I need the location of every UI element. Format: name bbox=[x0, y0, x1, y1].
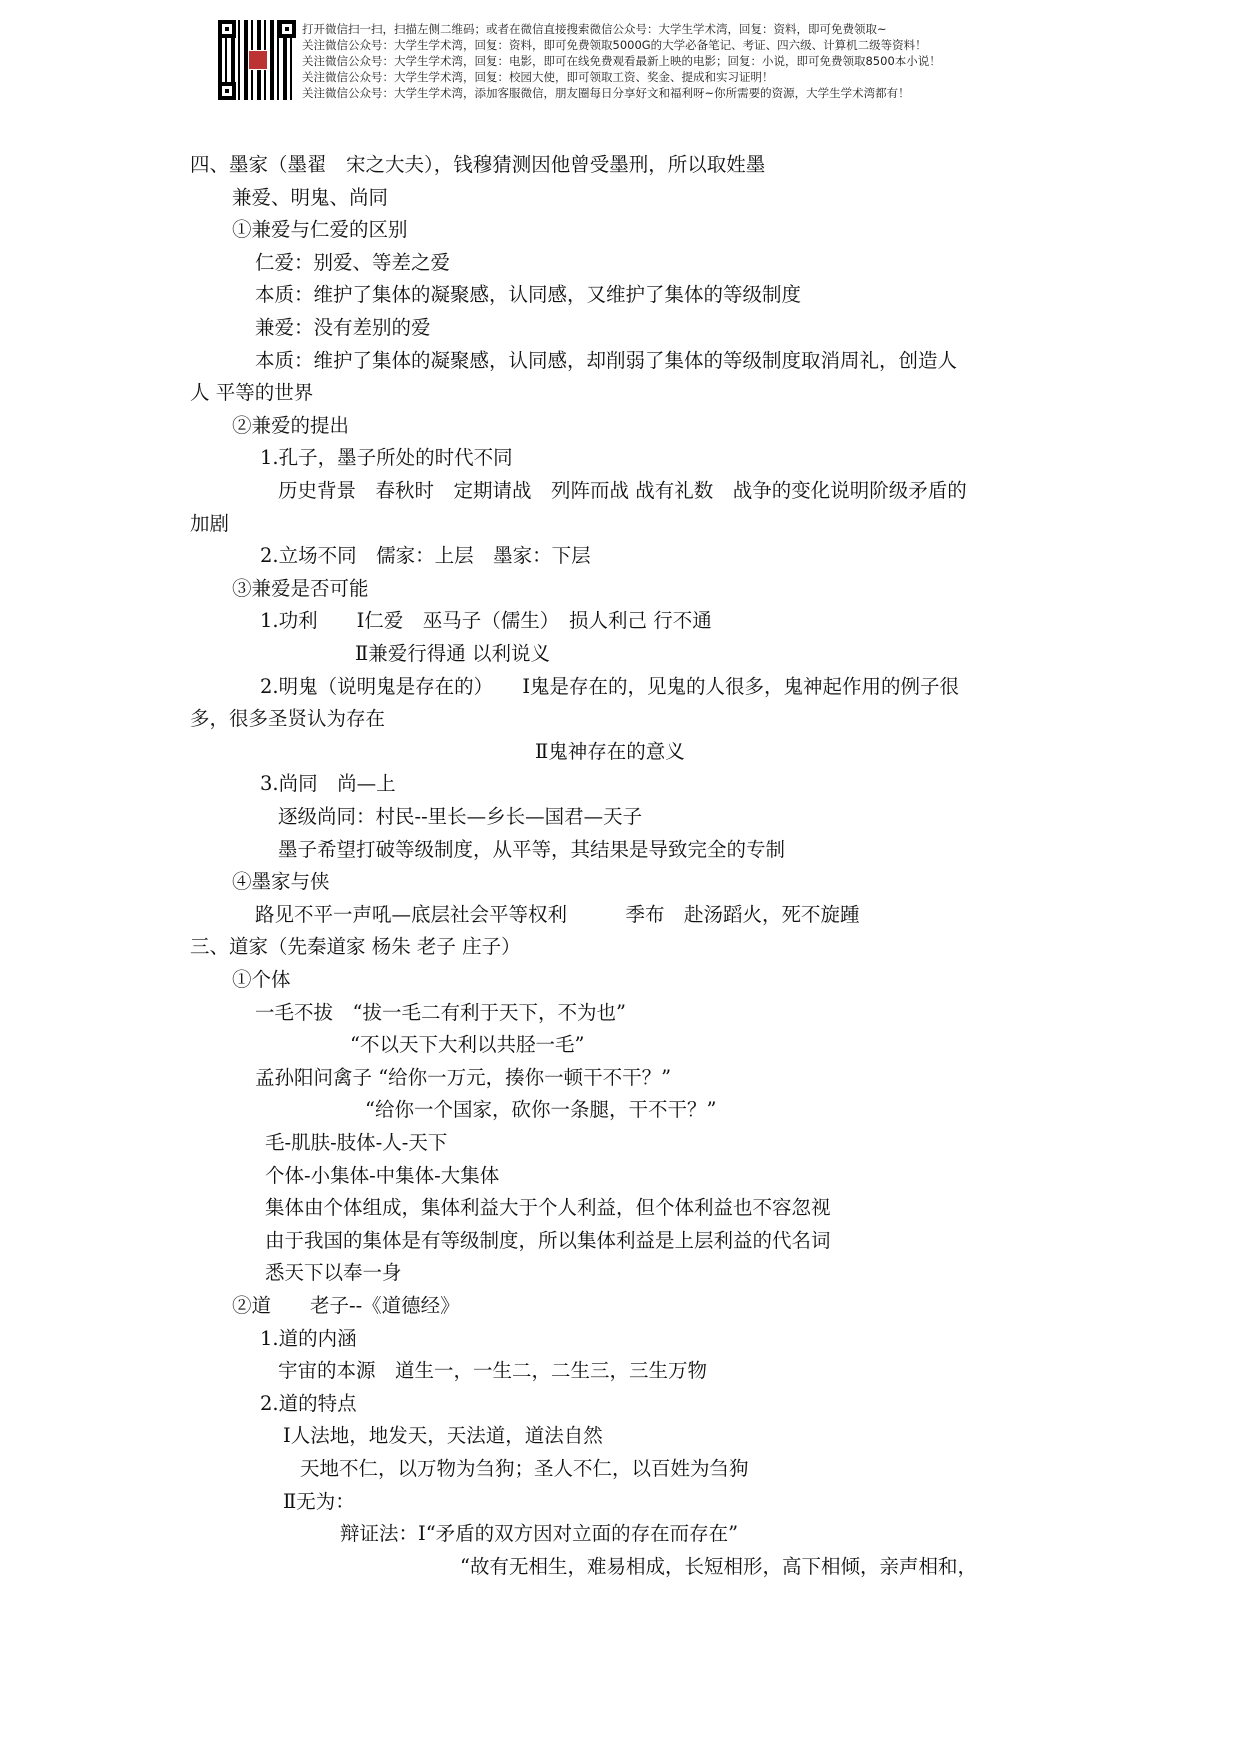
text-line: 毛-肌肤-肢体-人-天下 bbox=[265, 1131, 448, 1154]
text-line: 仁爱：别爱、等差之爱 bbox=[255, 250, 451, 274]
text-line: 三、道家（先秦道家 杨朱 老子 庄子） bbox=[190, 935, 521, 959]
promo-line: 关注微信公众号：大学生学术湾，回复：电影，即可在线免费观看最新上映的电影；回复：小说，即可免费领取8500本小说！ bbox=[302, 54, 941, 68]
text-line: ①兼爱与仁爱的区别 bbox=[232, 218, 408, 242]
promo-line: 关注微信公众号：大学生学术湾，回复：校园大使，即可领取工资、奖金、提成和实习证明！ bbox=[302, 70, 774, 84]
text-line: ②兼爱的提出 bbox=[232, 413, 350, 437]
text-line: “不以天下大利以共胫一毛” bbox=[350, 1033, 585, 1057]
text-line: 本质：维护了集体的凝聚感，认同感，却削弱了集体的等级制度取消周礼，创造人 bbox=[255, 348, 958, 372]
text-line: Ⅱ兼爱行得通 以利说义 bbox=[355, 642, 550, 665]
text-line: 2.立场不同 儒家：上层 墨家：下层 bbox=[260, 544, 591, 568]
text-line: Ⅱ无为： bbox=[283, 1489, 355, 1513]
qr-code-icon bbox=[218, 20, 296, 100]
text-line: ③兼爱是否可能 bbox=[232, 576, 369, 600]
text-line: “给你一个国家，砍你一条腿，干不干？” bbox=[365, 1098, 717, 1122]
text-line: 1.道的内涵 bbox=[260, 1326, 357, 1350]
text-line: 1.功利 Ⅰ仁爱 巫马子（儒生） 损人利己 行不通 bbox=[260, 609, 712, 633]
text-line: 墨子希望打破等级制度，从平等，其结果是导致完全的专制 bbox=[278, 837, 786, 861]
logo-icon bbox=[248, 50, 268, 70]
text-line: 宇宙的本源 道生一，一生二，二生三，三生万物 bbox=[278, 1359, 708, 1383]
text-line: 2.明鬼（说明鬼是存在的） Ⅰ鬼是存在的，见鬼的人很多，鬼神起作用的例子很 bbox=[260, 674, 960, 698]
promo-line: 打开微信扫一扫，扫描左侧二维码；或者在微信直接搜索微信公众号：大学生学术湾，回复：资料，即可免费领取~ bbox=[302, 22, 887, 36]
text-line: 2.道的特点 bbox=[260, 1391, 357, 1415]
text-line: 辩证法：Ⅰ“矛盾的双方因对立面的存在而存在” bbox=[340, 1522, 739, 1546]
text-line: 人 平等的世界 bbox=[190, 381, 314, 405]
text-line: 一毛不拔 “拔一毛二有利于天下，不为也” bbox=[255, 1000, 626, 1024]
text-line: Ⅰ人法地，地发天，天法道，道法自然 bbox=[283, 1424, 603, 1448]
text-line: 天地不仁，以万物为刍狗；圣人不仁，以百姓为刍狗 bbox=[300, 1457, 749, 1480]
text-line: 集体由个体组成，集体利益大于个人利益，但个体利益也不容忽视 bbox=[265, 1196, 831, 1220]
text-line: 多，很多圣贤认为存在 bbox=[190, 707, 386, 731]
text-line: ①个体 bbox=[232, 968, 291, 991]
text-line: 1.孔子，墨子所处的时代不同 bbox=[260, 446, 513, 470]
text-line: 孟孙阳问禽子 “给你一万元，揍你一顿干不干？” bbox=[255, 1065, 672, 1089]
text-line: 个体-小集体-中集体-大集体 bbox=[265, 1163, 500, 1187]
text-line: Ⅱ鬼神存在的意义 bbox=[535, 739, 685, 763]
text-line: 兼爱、明鬼、尚同 bbox=[232, 185, 389, 209]
text-line: 历史背景 春秋时 定期请战 列阵而战 战有礼数 战争的变化说明阶级矛盾的 bbox=[278, 479, 967, 502]
text-line: 悉天下以奉一身 bbox=[265, 1261, 402, 1285]
text-line: 由于我国的集体是有等级制度，所以集体利益是上层利益的代名词 bbox=[265, 1228, 831, 1252]
text-line: 3.尚同 尚—上 bbox=[260, 772, 396, 796]
text-line: ④墨家与侠 bbox=[232, 870, 330, 894]
promo-header bbox=[302, 21, 941, 101]
text-line: 兼爱：没有差别的爱 bbox=[255, 316, 431, 339]
promo-line: 关注微信公众号：大学生学术湾，添加客服微信，朋友圈每日分享好文和福利呀~你所需要的资源，大学生学术湾都有！ bbox=[302, 86, 910, 100]
text-line: 四、墨家（墨翟 宋之大夫），钱穆猜测因他曾受墨刑，所以取姓墨 bbox=[190, 153, 766, 176]
text-line: 路见不平一声吼—底层社会平等权利 季布 赴汤蹈火，死不旋踵 bbox=[255, 902, 860, 926]
text-line: ②道 老子--《道德经》 bbox=[232, 1294, 460, 1317]
promo-line: 关注微信公众号：大学生学术湾，回复：资料，即可免费领取5000G的大学必备笔记、考证、四六级、计算机二级等资料！ bbox=[302, 38, 927, 52]
text-line: 加剧 bbox=[190, 511, 230, 535]
text-line: 本质：维护了集体的凝聚感，认同感，又维护了集体的等级制度 bbox=[255, 283, 802, 307]
text-line: “故有无相生，难易相成，长短相形，高下相倾，亲声相和， bbox=[460, 1554, 977, 1578]
text-line: 逐级尚同：村民--里长—乡长—国君—天子 bbox=[278, 805, 643, 828]
